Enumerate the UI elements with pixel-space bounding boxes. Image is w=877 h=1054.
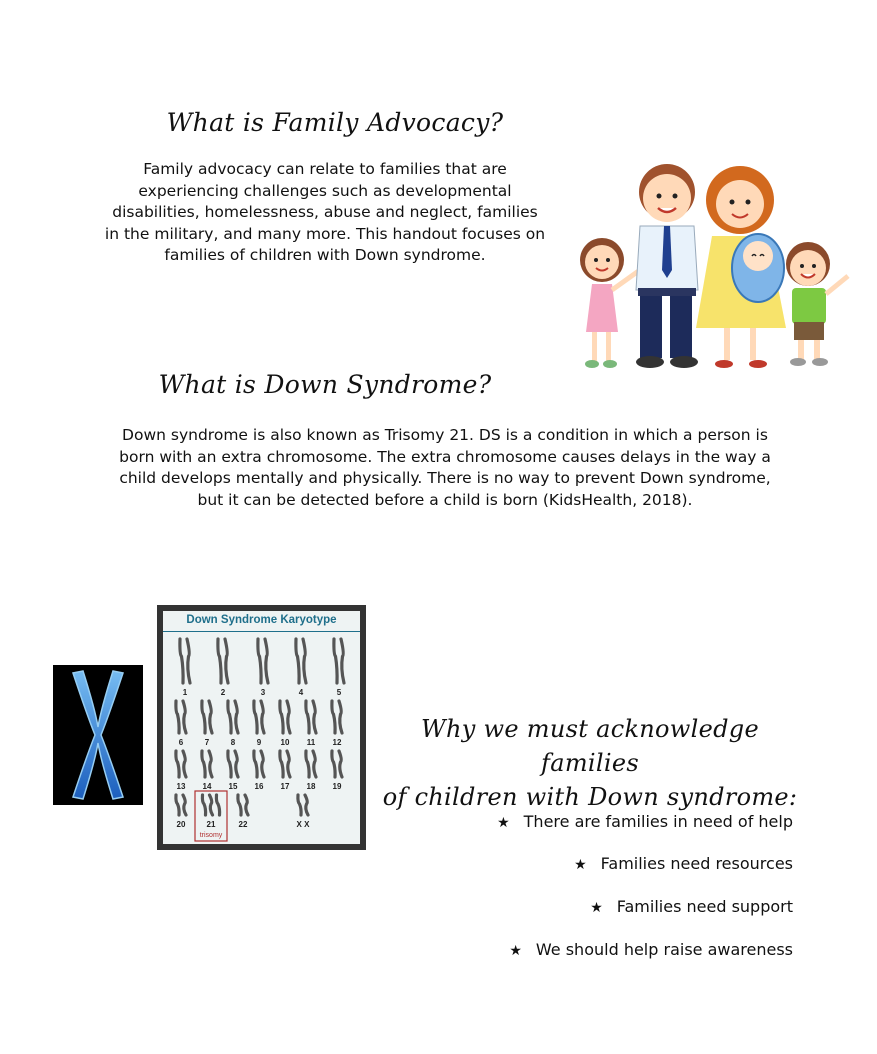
chromosome [235,701,238,733]
chromosome [183,751,186,777]
chromosome-number-label: X X [296,820,310,829]
paragraph-line: but it can be detected before a child is born (KidsHealth, 2018). [197,490,693,509]
father-figure [636,164,698,368]
bullet-text: Families need support [616,897,793,916]
chromosome [332,701,335,733]
star-icon: ★ [574,857,587,873]
chromosome [332,751,335,777]
chromosome [303,639,306,683]
chromosome [180,639,183,683]
boy-figure [786,242,848,366]
star-icon: ★ [509,943,522,959]
chromosome [216,795,219,815]
chromosome-number-label: 9 [256,738,262,747]
chromosome [210,795,213,815]
chromosome-number-label: 19 [332,782,342,791]
chromosome-pair [218,639,228,683]
chromosome [261,751,264,777]
chromosome-number-label: 15 [228,782,238,791]
chromosome [334,639,337,683]
paragraph-line: Family advocacy can relate to families that are [143,160,507,178]
paragraph-line: in the military, and many more. This handout focuses on [104,224,546,243]
chromosome-number-label: 14 [202,782,212,791]
chromosome [209,701,212,733]
chromosome-number-label: 10 [280,738,290,747]
girl-figure [580,238,640,368]
chromosome [287,701,290,733]
star-icon: ★ [497,815,510,831]
chromosome [183,795,186,815]
bullet-text: There are families in need of help [523,812,793,831]
chromosome [305,795,308,815]
chromosome-pair [306,701,316,733]
chromosome [258,639,261,683]
bullet-item [590,897,793,916]
down-syndrome-paragraph [60,425,830,511]
chromosome-pair [254,751,264,777]
chromosome-pair [254,701,264,733]
chromosome-pair [332,751,342,777]
chromosome [245,795,248,815]
chromosome [183,701,186,733]
chromosome [280,701,283,733]
chromosome [187,639,190,683]
chromosome-pair [238,795,248,815]
chromosome [265,639,268,683]
chromosome-pair [296,639,306,683]
paragraph-line: families of children with Down syndrome. [164,246,486,264]
chromosome-number-label: 4 [298,688,304,697]
paragraph-line: child develops mentally and physically. There is no way to prevent Down syndrome, [119,469,771,487]
chromosome-pair [258,639,268,683]
chromosome-number-label: 2 [220,688,226,697]
chromosome-number-label: 7 [204,738,210,747]
chromosome-pair [334,639,344,683]
bullet-item [509,940,793,959]
chromosome [202,701,205,733]
karyotype-title: Down Syndrome Karyotype [186,614,337,626]
chromosome [254,701,257,733]
bullet-text: Families need resources [600,854,793,873]
chromosome [176,751,179,777]
chromosome-number-label: 1 [182,688,188,697]
paragraph-line: disabilities, homelessness, abuse and neglect, families [112,203,538,221]
chromosome [235,751,238,777]
chromosome-number-label: 17 [280,782,290,791]
acknowledge-heading-line2: of children with Down syndrome: [382,783,798,811]
chromosome-pair [280,701,290,733]
chromosome [202,751,205,777]
family-advocacy-heading: What is Family Advocacy? [166,108,504,137]
chromosome [306,701,309,733]
bullet-text: We should help raise awareness [535,940,793,959]
bullet-item [574,854,793,873]
family-advocacy-paragraph [80,159,570,267]
chromosome [228,751,231,777]
chromosome [313,751,316,777]
chromosome [228,701,231,733]
chromosome-number-label: 13 [176,782,186,791]
chromosome [225,639,228,683]
chromosome [202,795,205,815]
chromosome [313,701,316,733]
chromosome-pair [176,701,186,733]
chromosome-number-label: 6 [178,738,184,747]
chromosome [296,639,299,683]
chromosome [341,639,344,683]
chromosome [280,751,283,777]
chromosome-pair [202,751,212,777]
chromosome-pair [202,795,219,815]
chromosome [298,795,301,815]
mother-figure [696,166,786,368]
chromosome [209,751,212,777]
chromosome-pair [228,701,238,733]
chromosome [176,795,179,815]
chromosome [339,751,342,777]
paragraph-line: born with an extra chromosome. The extra chromosome causes delays in the way a [119,447,771,466]
chromosome-pair [228,751,238,777]
paragraph-line: Down syndrome is also known as Trisomy 21. DS is a condition in which a person is [122,426,768,444]
karyotype-chart [157,605,366,850]
chromosome [176,701,179,733]
chromosome-number-label: 3 [260,688,266,697]
chromosome [254,751,257,777]
chromosome [287,751,290,777]
chromosome-x-image [53,665,143,805]
chromosome-number-label: 11 [306,738,316,747]
chromosome-number-label: 20 [176,820,186,829]
chromosome-number-label: 18 [306,782,316,791]
chromosome-number-label: 22 [238,820,248,829]
chromosome [306,751,309,777]
chromosome-pair [306,751,316,777]
chromosome-pair [280,751,290,777]
chromosome-pair [176,795,186,815]
acknowledge-heading [370,712,810,814]
chromosome-number-label: 21 [206,820,216,829]
chromosome-pair [332,701,342,733]
chromosome [218,639,221,683]
acknowledge-heading-line1: Why we must acknowledge families [421,715,759,777]
chromosome-number-label: 12 [332,738,342,747]
chromosome [261,701,264,733]
down-syndrome-heading: What is Down Syndrome? [158,370,492,399]
chromosome-pair [180,639,190,683]
paragraph-line: experiencing challenges such as developmental [138,181,512,200]
chromosome-number-label: 16 [254,782,264,791]
chromosome-pair [298,795,308,815]
chromosome-number-label: 5 [336,688,342,697]
chromosome-pair [202,701,212,733]
chromosome-number-label: 8 [230,738,236,747]
star-icon: ★ [590,900,603,916]
bullet-item [497,812,793,831]
family-illustration [572,160,854,378]
chromosome-pair [176,751,186,777]
chromosome [339,701,342,733]
chromosome [238,795,241,815]
trisomy-label: trisomy [199,832,223,839]
